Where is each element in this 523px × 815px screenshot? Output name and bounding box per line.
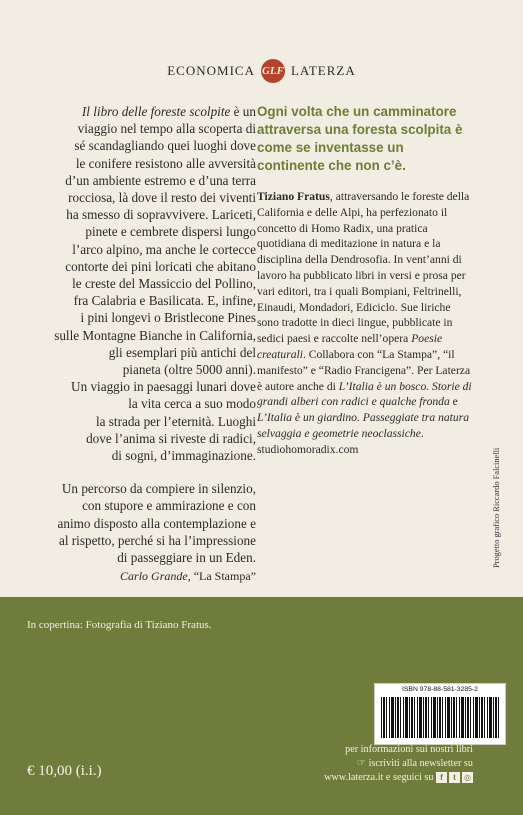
author-bio	[257, 189, 475, 458]
twitter-icon[interactable]: t	[449, 772, 460, 783]
quote-line: ha smesso di sopravvivere. Lariceti,	[66, 207, 256, 223]
quote-line: la vita cerca a suo modo	[128, 396, 256, 412]
barcode-bars	[381, 697, 499, 738]
quote-line: con stupore e ammirazione e con	[82, 498, 256, 514]
quote-line: contorte dei pini loricati che abitano	[65, 258, 256, 274]
quote-paragraph	[20, 480, 256, 566]
cover-photo-credit: In copertina: Fotografia di Tiziano Fratus.	[27, 619, 212, 631]
footer-band	[0, 597, 523, 815]
price: € 10,00 (i.i.)	[27, 763, 102, 779]
publisher-info	[273, 743, 473, 785]
book-title: Il libro delle foreste scolpite	[81, 104, 231, 119]
quote-line: le creste del Massiccio del Pollino,	[72, 276, 256, 292]
website-link[interactable]: www.laterza.it e seguici su	[324, 772, 434, 783]
quote-line: animo disposto alla contemplazione e	[57, 515, 256, 531]
instagram-icon[interactable]: ◎	[462, 772, 473, 783]
quote-line: Un viaggio in paesaggi lunari dove	[71, 379, 256, 395]
quote-line: sulle Montagne Bianche in California,	[54, 327, 256, 343]
quote-line: Un percorso da compiere in silenzio,	[61, 481, 256, 497]
bio-text: . Collabora con “La Stampa”, “il manifesto” e “Radio Francigena”. Per Laterza è autore anche di	[257, 347, 471, 393]
quote-line: fra Calabria e Basilicata. E, infine,	[73, 293, 256, 309]
design-credit: Progetto grafico Riccardo Falcinelli	[492, 447, 501, 568]
quote-line: di passeggiare in un Eden.	[117, 550, 256, 566]
barcode	[374, 683, 506, 745]
quote-line: dove l’anima si riveste di radici,	[86, 430, 256, 446]
isbn: ISBN 978-88-581-3285-2	[402, 686, 478, 693]
author-website[interactable]: studiohomoradix.com	[257, 442, 359, 456]
quote-line: al rispetto, perché si ha l’impressione	[58, 532, 256, 548]
review-quote	[20, 103, 256, 585]
quote-line: di sogni, d’immaginazione.	[111, 448, 256, 464]
book-title: L’Italia è un bosco. Storie di grandi alberi con radici e qualche fronda	[257, 379, 472, 409]
quote-line: i pini longevi o Bristlecone Pines	[80, 310, 256, 326]
quote-line: pinete e cembrete dispersi lungo	[85, 224, 256, 240]
social-icons	[436, 772, 473, 783]
quote-line: viaggio nel tempo alla scoperta di	[77, 121, 256, 137]
publisher-header	[0, 59, 523, 83]
quote-line: d’un ambiente estremo e d’una terra	[65, 172, 256, 188]
bio-text: e	[449, 395, 458, 409]
author-name: Tiziano Fratus	[257, 190, 330, 203]
bio-text: .	[420, 426, 424, 440]
quote-line: le conifere resistono alle avversità	[75, 155, 256, 171]
bio-text: , attraversando le foreste della California e delle Alpi, ha perfezionato il concetto di Homo Radix, una pratica quotidiana di meditazione in natura e la disciplina della Dendrosofia. In vent’anni di lavoro ha pubblicato libri in versi e prosa per vari editori, tra i quali Bompiani, Feltrinelli, Einaudi, Mondadori, Ediciclo. Sue liriche sono tradotte in dieci lingue, pubblicate in sedici paesi e raccolte nell’opera	[257, 190, 470, 346]
series-name: ECONOMICA	[167, 63, 255, 78]
publisher-name: LATERZA	[290, 63, 356, 78]
tagline: Ogni volta che un camminatore attraversa una foresta scolpita è come se inventasse un continente che non c’è.	[257, 104, 463, 173]
quote-paragraph	[20, 103, 256, 464]
quote-line: è un	[230, 104, 256, 119]
info-line: per informazioni sui nostri libri	[345, 744, 473, 755]
attribution-name: Carlo Grande	[120, 569, 188, 584]
author-column	[257, 103, 475, 458]
publisher-logo: GLF	[261, 59, 285, 83]
info-line	[273, 771, 473, 785]
facebook-icon[interactable]: f	[436, 772, 447, 783]
newsletter-line[interactable]: ☞ iscriviti alla newsletter su	[356, 758, 473, 769]
quote-line: la strada per l’eternità. Luoghi	[95, 413, 256, 429]
attribution-source: , “La Stampa”	[187, 569, 256, 584]
quote-line: pianeta (oltre 5000 anni).	[122, 362, 256, 378]
quote-line: sé scandagliando quei luoghi dove	[74, 138, 256, 154]
quote-line: rocciosa, là dove il resto dei viventi	[68, 190, 256, 206]
quote-attribution	[20, 568, 256, 585]
book-title: Poesie creaturali	[257, 332, 443, 361]
quote-line: l’arco alpino, ma anche le cortecce	[72, 241, 256, 257]
quote-line: gli esemplari più antichi del	[108, 344, 256, 360]
book-title: L’Italia è un giardino. Passeggiate tra natura selvaggia e geometrie neoclassiche	[257, 411, 470, 440]
